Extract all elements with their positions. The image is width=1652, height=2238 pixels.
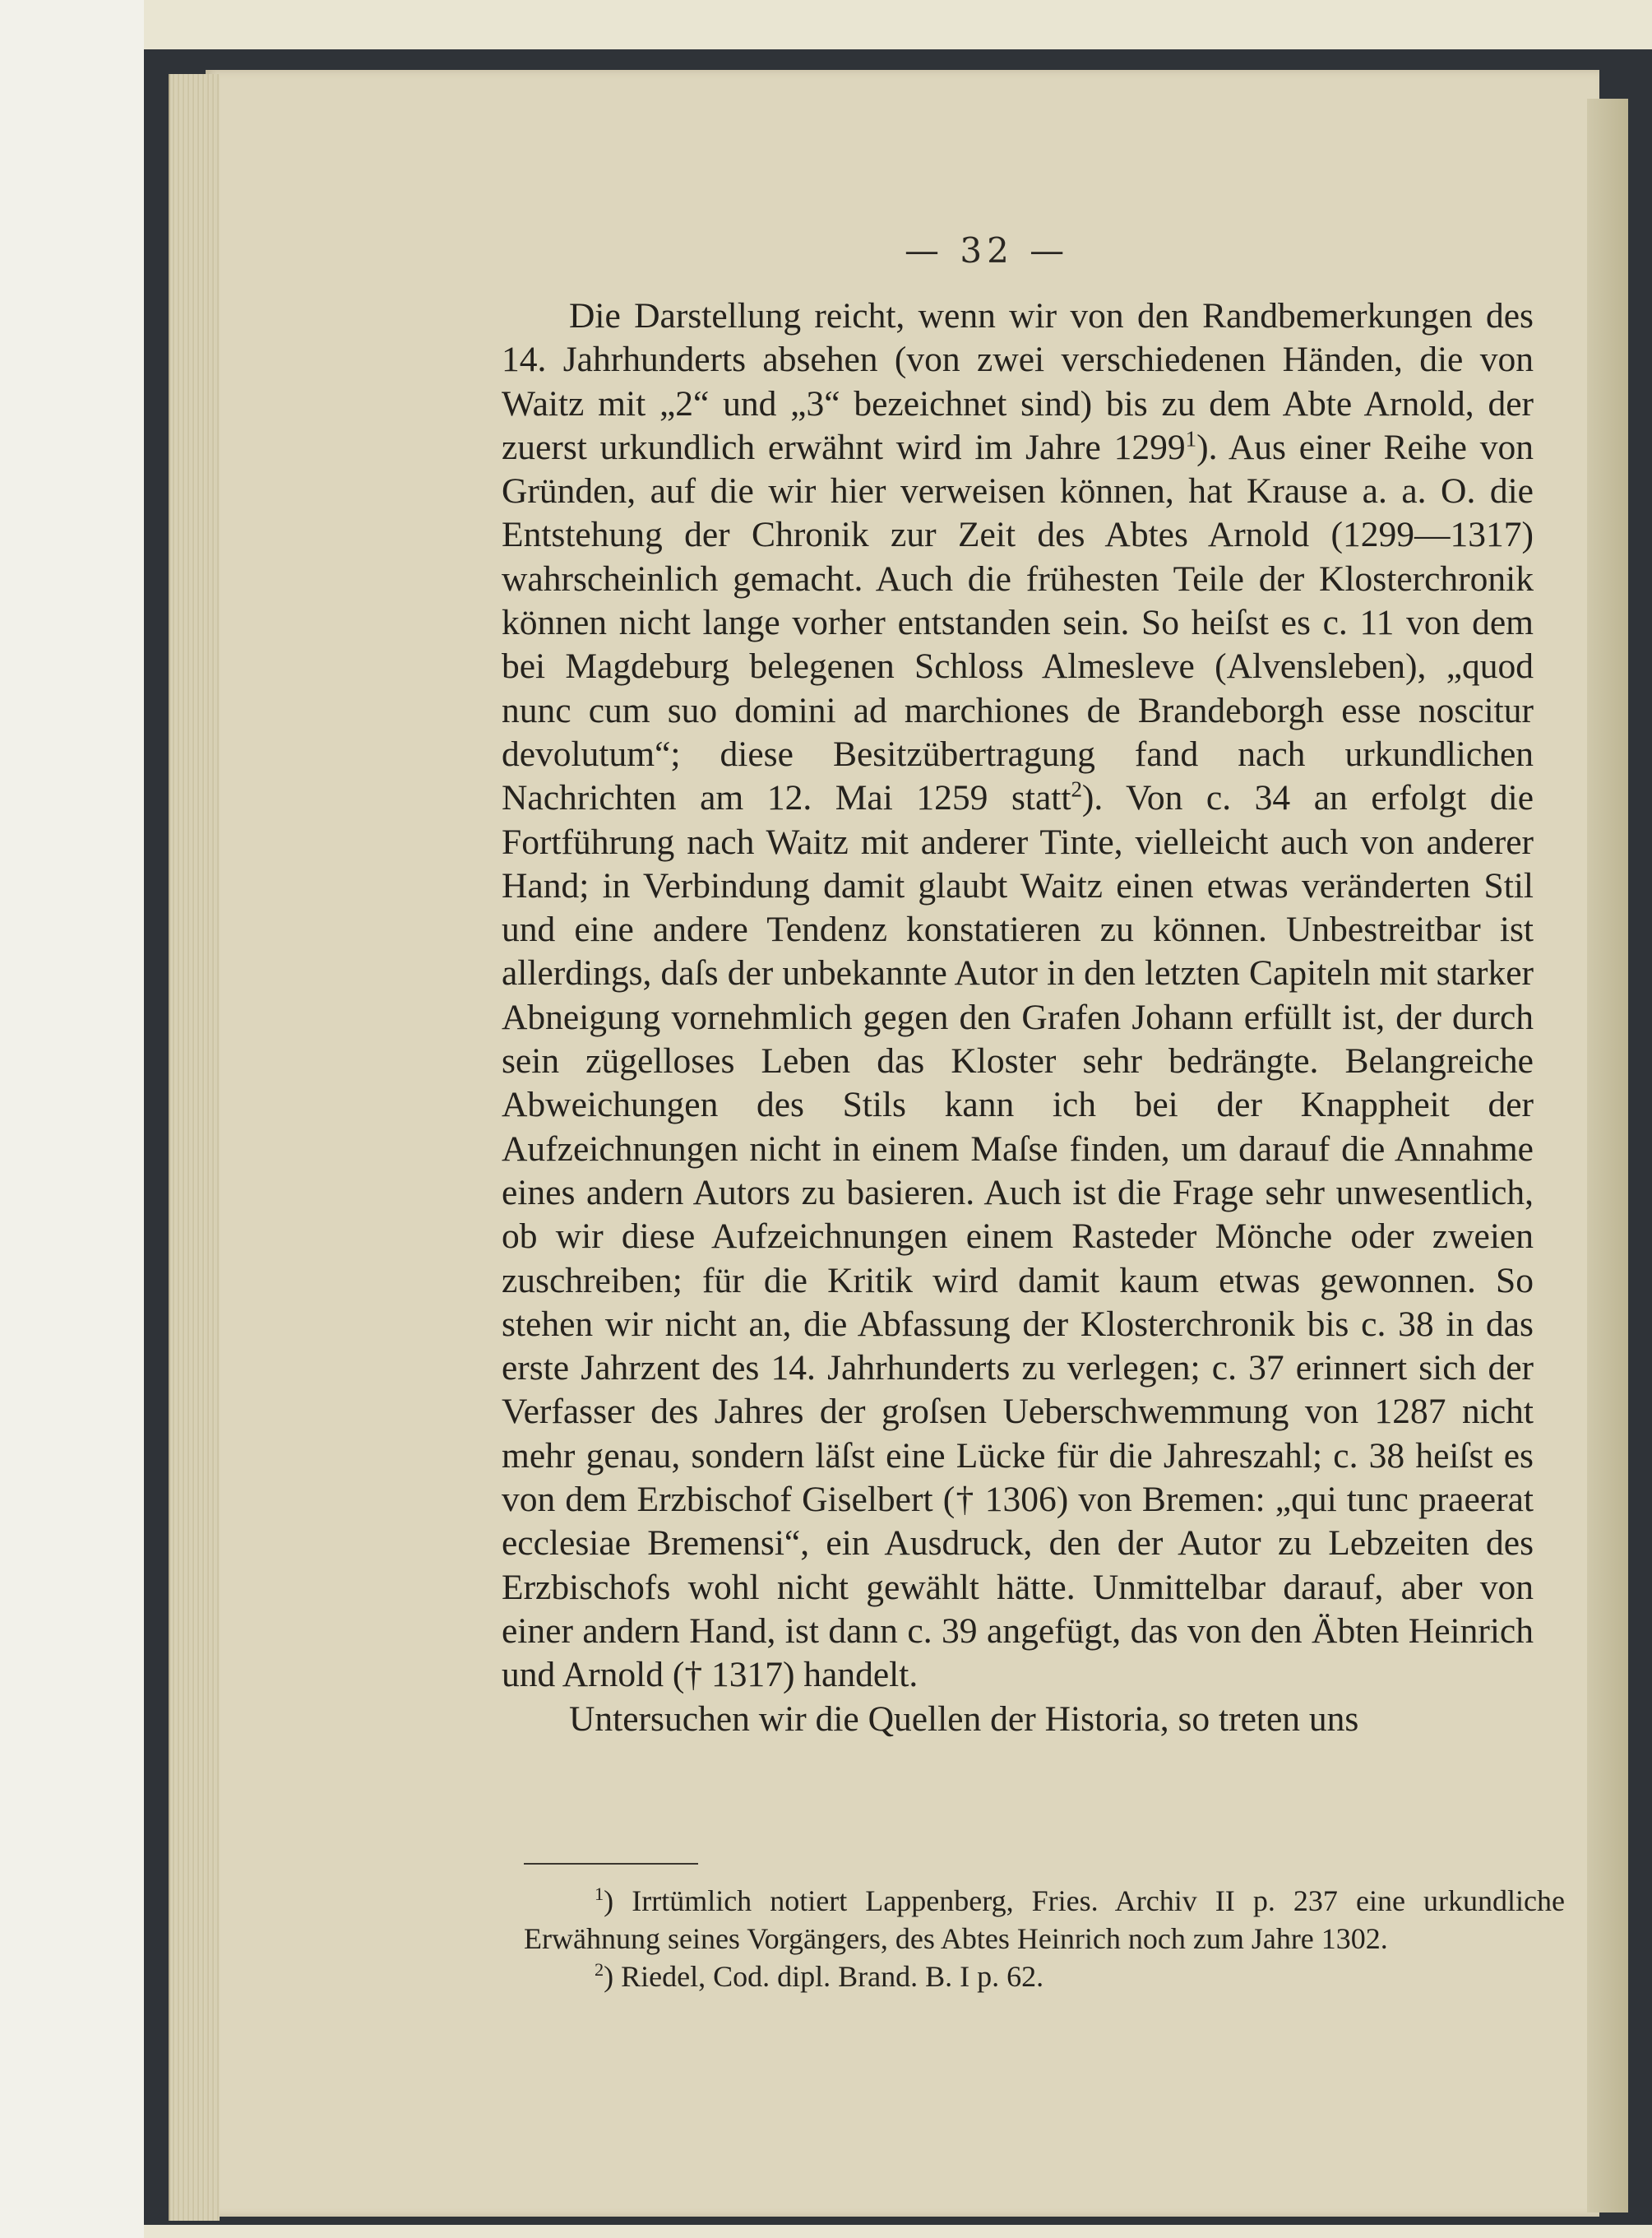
paragraph-text: Die Darstellung reicht, wenn wir von den Randbemerkungen des 14. Jahrhunderts absehen (von zwei verschiedenen Händen, die von Waitz mit „2“ und „3“ bezeichnet sind) bis zu dem Abte Arnold, der zuerst urkundlich erwähnt wird im Jahre 1299 bbox=[502, 296, 1534, 467]
footnote-ref: 1 bbox=[1185, 426, 1197, 452]
page-right-edge bbox=[1587, 99, 1628, 2213]
footnote-rule bbox=[524, 1863, 698, 1865]
body-text bbox=[502, 294, 1534, 1741]
footnote-mark: 2 bbox=[595, 1959, 604, 1980]
footnote-mark: 1 bbox=[595, 1884, 604, 1904]
paragraph-text: ). Von c. 34 an erfolgt die Fortführung nach Waitz mit anderer Tinte, vielleicht auch von anderer Hand; in Verbindung damit glaubt Waitz einen etwas veränderten Stil und eine andere Tendenz konstatieren zu können. Unbestreitbar ist allerdings, daſs der unbekannte Autor in den letzten Capiteln mit starker Abneigung vornehmlich gegen den Grafen Johann erfüllt ist, der durch sein zügelloses Leben das Kloster sehr bedrängte. Belangreiche Abweichungen des Stils kann ich bei der Knappheit der Aufzeichnungen nicht in einem Maſse finden, um darauf die Annahme eines andern Autors zu basieren. Auch ist die Frage sehr unwesentlich, ob wir diese Aufzeichnungen einem Rasteder Mönche oder zweien zuschreiben; für die Kritik wird damit kaum etwas gewonnen. So stehen wir nicht an, die Abfassung der Klosterchronik bis c. 38 in das erste Jahrzent des 14. Jahrhunderts zu verlegen; c. 37 erinnert sich der Verfasser des Jahres der groſsen Ueberschwemmung von 1287 nicht mehr genau, sondern läſst eine Lücke für die Jahreszahl; c. 38 heiſst es von dem Erzbischof Giselbert († 1306) von Bremen: „qui tunc praeerat ecclesiae Bremensi“, ein Ausdruck, den der Autor zu Lebzeiten des Erzbischofs wohl nicht gewählt hätte. Unmittelbar darauf, aber von einer andern Hand, ist dann c. 39 angefügt, das von den Äbten Heinrich und Arnold († 1317) handelt. bbox=[502, 778, 1534, 1695]
page-number: — 32 — bbox=[905, 230, 1070, 271]
footnote-1 bbox=[524, 1882, 1565, 1958]
page-stack-edge bbox=[169, 74, 220, 2221]
paragraph bbox=[502, 294, 1534, 1698]
paragraph: Untersuchen wir die Quellen der Historia, so treten uns bbox=[569, 1698, 1359, 1739]
footnote-ref: 2 bbox=[1071, 776, 1082, 802]
footnote-text: ) Irrtümlich notiert Lappenberg, Fries. Archiv II p. 237 eine urkundliche Erwähnung seines Vorgängers, des Abtes Heinrich noch zum Jahre 1302. bbox=[524, 1884, 1565, 1955]
footnotes bbox=[524, 1882, 1565, 1995]
backing-board bbox=[0, 0, 144, 2238]
footnote-text: ) Riedel, Cod. dipl. Brand. B. I p. 62. bbox=[604, 1960, 1044, 1993]
paragraph-text: ). Aus einer Reihe von Gründen, auf die wir hier verweisen können, hat Krause a. a. O. die Entstehung der Chronik zur Zeit des Abtes Arnold (1299—1317) wahrscheinlich gemacht. Auch die frühesten Teile der Klosterchronik können nicht lange vorher entstanden sein. So heiſst es c. 11 von dem bei Magdeburg belegenen Schloss Almesleve (Alvensleben), „quod nunc cum suo domini ad marchiones de Brandeborgh esse noscitur devolutum“; diese Besitzübertragung fand nach urkundlichen Nachrichten am 12. Mai 1259 statt bbox=[502, 427, 1534, 818]
footnote-2 bbox=[524, 1958, 1565, 1995]
